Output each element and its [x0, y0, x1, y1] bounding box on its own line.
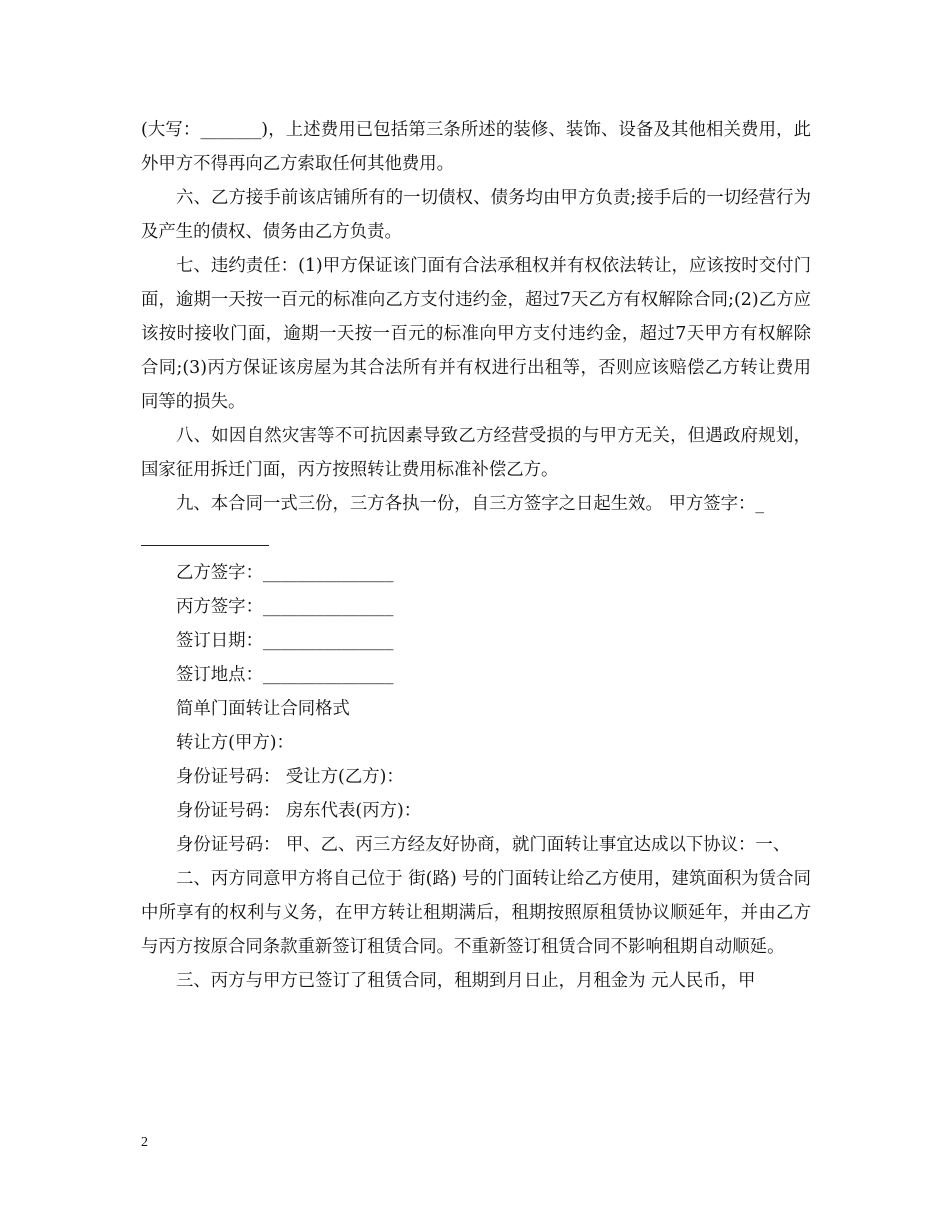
paragraph-fee-continuation: (大写：_______)，上述费用已包括第三条所述的装修、装饰、设备及其他相关费用，此外甲方不得再向乙方索取任何其他费用。	[141, 120, 811, 174]
transferor-line: 转让方(甲方)：	[176, 733, 294, 753]
id-transferee-line: 身份证号码： 受让方(乙方)：	[176, 767, 404, 787]
contract-body	[141, 113, 811, 998]
id-landlord-line: 身份证号码： 房东代表(丙方)：	[176, 801, 422, 821]
paragraph-article-7: 七、违约责任：(1)甲方保证该门面有合法承租权并有权依法转让，应该按时交付门面，逾期一天按一百元的标准向乙方支付违约金，超过7天乙方有权解除合同;(2)乙方应该按时接收门面，逾期一天按一百元的标准向甲方支付违约金，超过7天甲方有权解除合同;(3)丙方保证该房屋为其合法所有并有权进行出租等，否则应该赔偿乙方转让费用同等的损失。	[141, 256, 811, 412]
signature-party-c: 丙方签字：_______________	[176, 597, 394, 617]
paragraph-article-8: 八、如因自然灾害等不可抗因素导致乙方经营受损的与甲方无关，但遇政府规划，国家征用拆迁门面，丙方按照转让费用标准补偿乙方。	[141, 426, 811, 480]
signing-place: 签订地点：_______________	[176, 665, 394, 685]
section-title: 简单门面转让合同格式	[176, 699, 350, 719]
signature-party-b: 乙方签字：_______________	[176, 563, 394, 583]
page-number: 2	[141, 1135, 148, 1150]
paragraph-article-6: 六、乙方接手前该店铺所有的一切债权、债务均由甲方负责;接手后的一切经营行为及产生的债权、债务由乙方负责。	[141, 188, 811, 242]
signature-blank-party-a	[141, 521, 269, 546]
paragraph-agreement-intro: 身份证号码： 甲、乙、丙三方经友好协商，就门面转让事宜达成以下协议：一、	[176, 835, 791, 855]
signing-date: 签订日期：_______________	[176, 631, 394, 651]
paragraph-article-9: 九、本合同一式三份，三方各执一份，自三方签字之日起生效。 甲方签字：_	[176, 494, 765, 514]
paragraph-article-2: 二、丙方同意甲方将自己位于 街(路) 号的门面转让给乙方使用，建筑面积为赁合同中所享有的权利与义务，在甲方转让租期满后，租期按照原租赁协议顺延年，并由乙方与丙方按原合同条款重新签订租赁合同。不重新签订租赁合同不影响租期自动顺延。	[141, 869, 811, 957]
paragraph-article-3: 三、丙方与甲方已签订了租赁合同，租期到月日止，月租金为 元人民币，甲	[176, 971, 756, 991]
